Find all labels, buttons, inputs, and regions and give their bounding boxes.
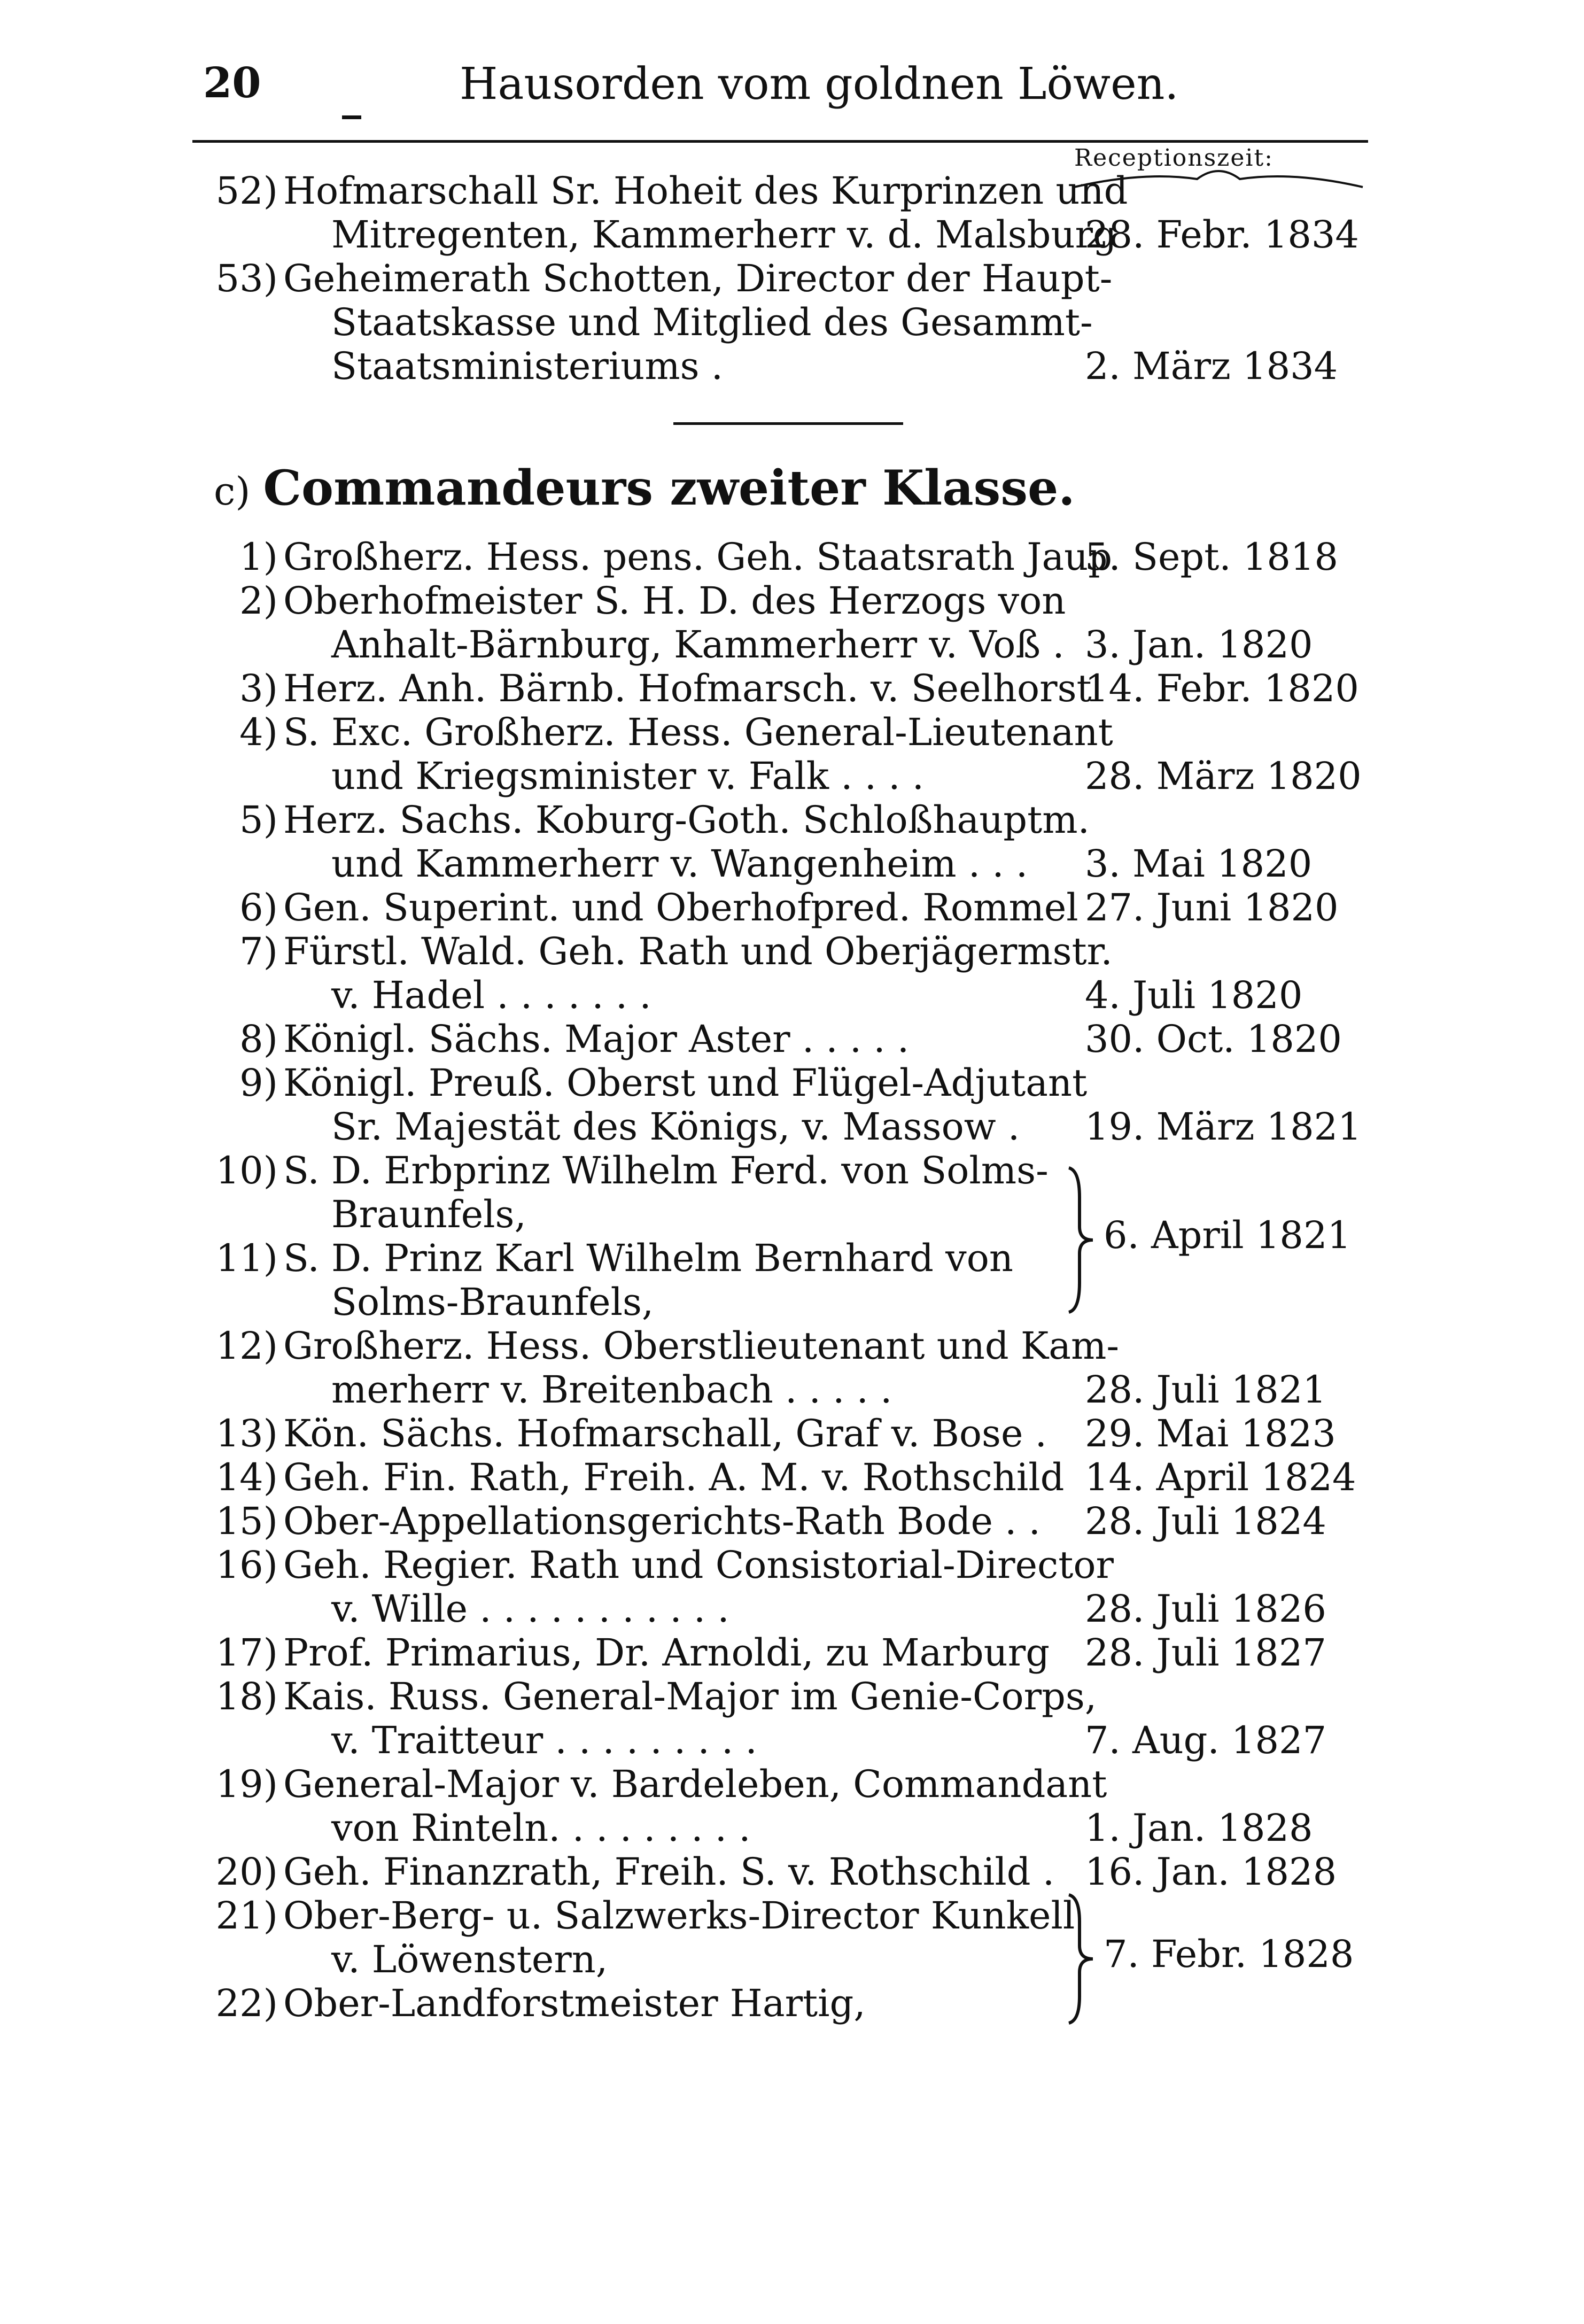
entry-number: 3): [239, 667, 278, 710]
entry-text-line: Königl. Sächs. Major Aster . . . . .: [283, 1017, 910, 1061]
entry-number: 5): [239, 798, 278, 842]
brace-10-11: [1063, 1165, 1096, 1315]
entry-date: 28. Juli 1827: [1085, 1631, 1326, 1675]
section-title: Commandeurs zweiter Klasse.: [263, 460, 1075, 516]
entry-text-line: Oberhofmeister S. H. D. des Herzogs von: [283, 579, 1066, 623]
entry-text-line: General-Major v. Bardeleben, Commandant: [283, 1762, 1107, 1806]
entry-text-line: Kön. Sächs. Hofmarschall, Graf v. Bose .: [283, 1412, 1047, 1455]
entry-text-line: v. Traitteur . . . . . . . . .: [331, 1718, 757, 1762]
entry-number: 9): [239, 1061, 278, 1105]
entry-text-line: Geh. Finanzrath, Freih. S. v. Rothschild .: [283, 1850, 1055, 1894]
entry-text-line: v. Wille . . . . . . . . . . .: [331, 1587, 729, 1631]
entry-text-line: Ober-Landforstmeister Hartig,: [283, 1981, 866, 2025]
entry-number: 16): [215, 1543, 278, 1587]
entry-text-line: Königl. Preuß. Oberst und Flügel-Adjutant: [283, 1061, 1088, 1105]
entry-text-line: und Kammerherr v. Wangenheim . . .: [331, 842, 1028, 886]
entry-date: 3. Jan. 1820: [1085, 623, 1313, 667]
entry-number: 10): [215, 1149, 278, 1192]
brace-date-10-11: 6. April 1821: [1104, 1213, 1352, 1257]
entry-number: 6): [239, 886, 278, 929]
entry-text-line: Mitregenten, Kammerherr v. d. Malsburg: [331, 213, 1117, 257]
brace-date-21-22: 7. Febr. 1828: [1104, 1932, 1354, 1976]
entry-date: 28. März 1820: [1085, 754, 1362, 798]
entry-number: 4): [239, 710, 278, 754]
entry-text-line: Hofmarschall Sr. Hoheit des Kurprinzen und: [283, 169, 1128, 213]
entry-number: 12): [215, 1324, 278, 1368]
entry-text-line: S. D. Erbprinz Wilhelm Ferd. von Solms-: [283, 1149, 1049, 1192]
brace-21-22: [1063, 1892, 1096, 2026]
entry-text-line: Ober-Berg- u. Salzwerks-Director Kunkell: [283, 1894, 1075, 1938]
entry-text-line: Braunfels,: [331, 1192, 526, 1236]
header-mark: [342, 115, 361, 119]
entry-date: 28. Febr. 1834: [1085, 213, 1359, 257]
entry-text-line: v. Hadel . . . . . . .: [331, 973, 651, 1017]
entry-text-line: Gen. Superint. und Oberhofpred. Rommel: [283, 886, 1078, 929]
section-heading: [214, 460, 1075, 516]
section-letter: c): [214, 469, 251, 514]
entry-text-line: Großherz. Hess. Oberstlieutenant und Kam-: [283, 1324, 1119, 1368]
entry-number: 52): [215, 169, 278, 213]
entry-date: 3. Mai 1820: [1085, 842, 1313, 886]
entry-date: 14. Febr. 1820: [1085, 667, 1359, 710]
entry-text-line: S. D. Prinz Karl Wilhelm Bernhard von: [283, 1236, 1013, 1280]
entry-date: 28. Juli 1824: [1085, 1499, 1326, 1543]
entry-number: 19): [215, 1762, 278, 1806]
section-rule: [673, 422, 903, 425]
entry-number: 20): [215, 1850, 278, 1894]
entry-number: 53): [215, 257, 278, 300]
entry-number: 7): [239, 929, 278, 973]
entry-text-line: Großherz. Hess. pens. Geh. Staatsrath Jaup: [283, 535, 1113, 579]
entry-number: 17): [215, 1631, 278, 1675]
entry-text-line: Kais. Russ. General-Major im Genie-Corps,: [283, 1675, 1097, 1718]
entry-text-line: Prof. Primarius, Dr. Arnoldi, zu Marburg: [283, 1631, 1050, 1675]
entry-text-line: Herz. Anh. Bärnb. Hofmarsch. v. Seelhorst: [283, 667, 1092, 710]
column-heading: Receptionszeit:: [1074, 144, 1274, 172]
entry-text-line: Herz. Sachs. Koburg-Goth. Schloßhauptm.: [283, 798, 1090, 842]
entry-text-line: und Kriegsminister v. Falk . . . .: [331, 754, 925, 798]
entry-date: 16. Jan. 1828: [1085, 1850, 1337, 1894]
entry-text-line: Fürstl. Wald. Geh. Rath und Oberjägermstr.: [283, 929, 1113, 973]
entry-date: 27. Juni 1820: [1085, 886, 1339, 929]
entry-number: 2): [239, 579, 278, 623]
entry-date: 4. Juli 1820: [1085, 973, 1303, 1017]
entry-number: 13): [215, 1412, 278, 1455]
entry-text-line: v. Löwenstern,: [331, 1938, 608, 1981]
entry-date: 1. Jan. 1828: [1085, 1806, 1313, 1850]
entry-number: 22): [215, 1981, 278, 2025]
entry-date: 2. März 1834: [1085, 344, 1338, 388]
entry-text-line: Ober-Appellationsgerichts-Rath Bode . .: [283, 1499, 1041, 1543]
entry-date: 5. Sept. 1818: [1085, 535, 1339, 579]
entry-text-line: Geh. Fin. Rath, Freih. A. M. v. Rothschild: [283, 1455, 1065, 1499]
entry-date: 19. März 1821: [1085, 1105, 1362, 1149]
entry-number: 11): [215, 1236, 278, 1280]
entry-number: 18): [215, 1675, 278, 1718]
entry-text-line: Geheimerath Schotten, Director der Haupt-: [283, 257, 1113, 300]
entry-text-line: Staatskasse und Mitglied des Gesammt-: [331, 300, 1093, 344]
page-number: 20: [203, 59, 261, 107]
header-rule: [192, 140, 1368, 143]
entry-date: 30. Oct. 1820: [1085, 1017, 1342, 1061]
entry-number: 8): [239, 1017, 278, 1061]
entry-date: 7. Aug. 1827: [1085, 1718, 1327, 1762]
entry-text-line: Sr. Majestät des Königs, v. Massow .: [331, 1105, 1020, 1149]
entry-text-line: Geh. Regier. Rath und Consistorial-Director: [283, 1543, 1114, 1587]
entry-number: 1): [239, 535, 278, 579]
entry-date: 29. Mai 1823: [1085, 1412, 1336, 1455]
entry-number: 21): [215, 1894, 278, 1938]
entry-text-line: Staatsministeriums .: [331, 344, 724, 388]
entry-text-line: merherr v. Breitenbach . . . . .: [331, 1368, 892, 1412]
entry-text-line: Anhalt-Bärnburg, Kammerherr v. Voß .: [331, 623, 1065, 667]
entry-text-line: Solms-Braunfels,: [331, 1280, 654, 1324]
page-header: [192, 59, 1368, 118]
entry-date: 28. Juli 1826: [1085, 1587, 1326, 1631]
entry-number: 15): [215, 1499, 278, 1543]
entry-text-line: von Rinteln. . . . . . . . .: [331, 1806, 751, 1850]
entry-text-line: S. Exc. Großherz. Hess. General-Lieutenant: [283, 710, 1113, 754]
entry-date: 14. April 1824: [1085, 1455, 1356, 1499]
entry-date: 28. Juli 1821: [1085, 1368, 1326, 1412]
entry-number: 14): [215, 1455, 278, 1499]
running-title: Hausorden vom goldnen Löwen.: [460, 59, 1179, 110]
